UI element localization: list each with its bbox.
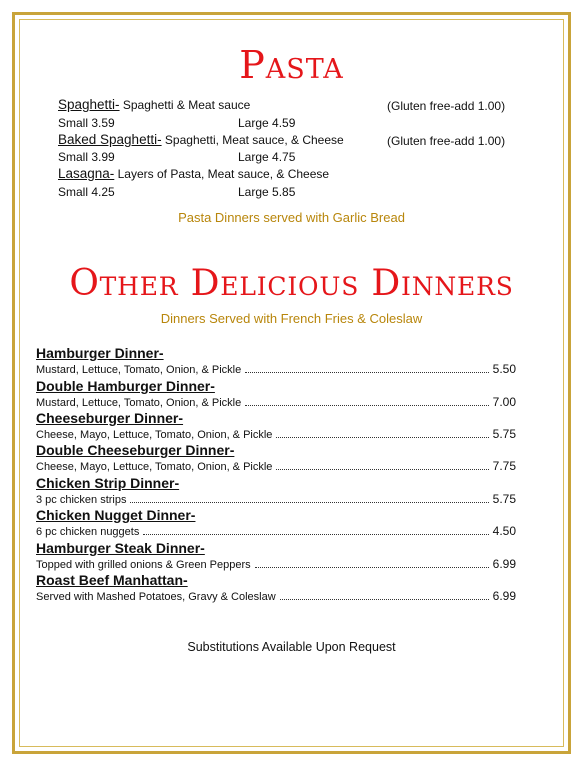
dinner-item-desc: Mustard, Lettuce, Tomato, Onion, & Pickle — [36, 364, 242, 376]
pasta-size-row — [58, 150, 458, 164]
dinner-item-price: 5.75 — [492, 427, 516, 441]
pasta-size-row — [58, 116, 458, 130]
dinner-item-name: Hamburger Dinner- — [36, 345, 164, 361]
large-price: Large 4.59 — [238, 116, 296, 130]
dinner-item-price: 6.99 — [492, 589, 516, 603]
dotted-leader — [276, 437, 488, 438]
dinner-item-desc: Mustard, Lettuce, Tomato, Onion, & Pickle — [36, 397, 242, 409]
dinner-item-name: Double Hamburger Dinner- — [36, 378, 215, 394]
pasta-item-spaghetti — [58, 97, 250, 112]
dinner-item-line — [36, 492, 516, 506]
dotted-leader — [245, 405, 488, 406]
pasta-size-row — [58, 185, 458, 199]
dotted-leader — [143, 534, 488, 535]
dinner-item-desc: Cheese, Mayo, Lettuce, Tomato, Onion, & Pickle — [36, 429, 273, 441]
dinner-item-price: 4.50 — [492, 524, 516, 538]
dinner-item-name: Chicken Strip Dinner- — [36, 475, 180, 491]
pasta-note: Pasta Dinners served with Garlic Bread — [178, 210, 405, 225]
small-price: Small 3.59 — [58, 116, 115, 130]
dinner-item-line — [36, 524, 516, 538]
dinners-note: Dinners Served with French Fries & Coleslaw — [160, 311, 423, 326]
pasta-item-lasagna — [58, 166, 329, 181]
pasta-item-name: Spaghetti- — [58, 97, 120, 112]
pasta-item-desc: Layers of Pasta, Meat sauce, & Cheese — [114, 167, 330, 181]
dinner-item-price: 5.50 — [492, 362, 516, 376]
dinner-item-line — [36, 589, 516, 603]
dinner-item-desc: 6 pc chicken nuggets — [36, 526, 140, 538]
dinner-item-line — [36, 395, 516, 409]
pasta-item-name: Baked Spaghetti- — [58, 132, 162, 147]
dinner-item-name: Hamburger Steak Dinner- — [36, 540, 205, 556]
dotted-leader — [280, 599, 489, 600]
gluten-free-note: (Gluten free-add 1.00) — [387, 134, 506, 148]
dotted-leader — [255, 567, 489, 568]
dinner-item-desc: 3 pc chicken strips — [36, 494, 127, 506]
small-price: Small 4.25 — [58, 185, 115, 199]
substitutions-note: Substitutions Available Upon Request — [187, 640, 396, 654]
dinner-item-name: Double Cheeseburger Dinner- — [36, 442, 235, 458]
dinner-item-line — [36, 427, 516, 441]
large-price: Large 4.75 — [238, 150, 296, 164]
dinner-item-line — [36, 362, 516, 376]
dotted-leader — [276, 469, 488, 470]
dotted-leader — [245, 372, 488, 373]
pasta-heading: Pasta — [239, 43, 344, 87]
dinner-item-line — [36, 459, 516, 473]
dinner-item-name: Cheeseburger Dinner- — [36, 410, 184, 426]
dinner-item-name: Roast Beef Manhattan- — [36, 572, 188, 588]
dinner-item-price: 7.00 — [492, 395, 516, 409]
dinner-item-price: 7.75 — [492, 459, 516, 473]
gluten-free-note: (Gluten free-add 1.00) — [387, 99, 506, 113]
dinner-item-name: Chicken Nugget Dinner- — [36, 507, 196, 523]
dinners-heading: Other Delicious Dinners — [69, 263, 514, 304]
pasta-item-name: Lasagna- — [58, 166, 115, 181]
large-price: Large 5.85 — [238, 185, 296, 199]
pasta-item-desc: Spaghetti & Meat sauce — [119, 98, 251, 112]
dotted-leader — [130, 502, 488, 503]
dinner-item-desc: Cheese, Mayo, Lettuce, Tomato, Onion, & Pickle — [36, 461, 273, 473]
dinner-item-desc: Topped with grilled onions & Green Peppers — [36, 559, 251, 571]
pasta-item-baked-spaghetti — [58, 132, 344, 147]
dinner-item-desc: Served with Mashed Potatoes, Gravy & Coleslaw — [36, 591, 276, 603]
dinner-item-price: 6.99 — [492, 557, 516, 571]
dinner-item-line — [36, 557, 516, 571]
pasta-item-desc: Spaghetti, Meat sauce, & Cheese — [161, 133, 344, 147]
small-price: Small 3.99 — [58, 150, 115, 164]
dinner-item-price: 5.75 — [492, 492, 516, 506]
